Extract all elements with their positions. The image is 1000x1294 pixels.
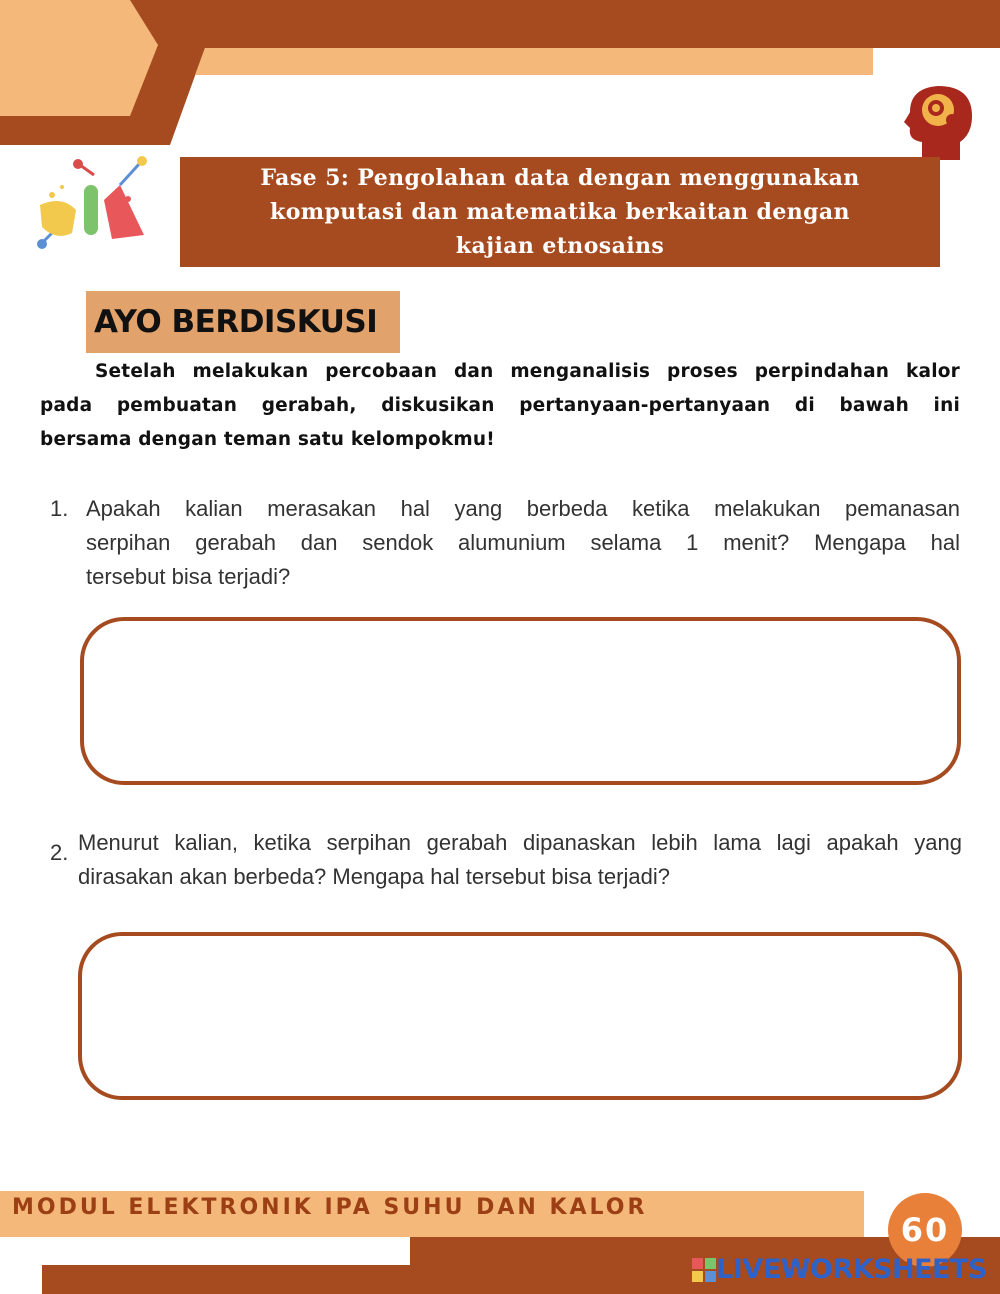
intro-paragraph: [40, 355, 960, 457]
intro-line-3: bersama dengan teman satu kelompokmu!: [40, 429, 495, 450]
question-2-number: 2.: [50, 840, 69, 865]
page-number: 60: [888, 1193, 962, 1267]
question-2-line-1: Menurut kalian, ketika serpihan gerabah dipanaskan lebih lama lagi apakah yang: [78, 830, 962, 855]
phase-title-line-3: kajian etnosains: [455, 233, 665, 259]
question-1-line-2: serpihan gerabah dan sendok alumunium selama 1 menit? Mengapa hal: [86, 530, 960, 555]
liveworksheets-grid-icon: [692, 1258, 716, 1282]
liveworksheets-logo: [692, 1254, 987, 1286]
question-1-line-1: Apakah kalian merasakan hal yang berbeda ketika melakukan pemanasan: [86, 496, 960, 521]
question-2: [50, 826, 962, 894]
header-decoration: [0, 0, 1000, 150]
answer-box-2[interactable]: [78, 932, 962, 1100]
footer-title: MODUL ELEKTRONIK IPA SUHU DAN KALOR: [12, 1195, 648, 1220]
intro-line-1: Setelah melakukan percobaan dan menganalisis proses perpindahan kalor: [95, 361, 960, 382]
brain-gear-icon: [902, 82, 976, 162]
phase-title-line-2: komputasi dan matematika berkaitan dengan: [270, 199, 850, 225]
phase-title-line-1: Fase 5: Pengolahan data dengan menggunakan: [260, 165, 860, 191]
question-1: [50, 492, 960, 594]
answer-box-1[interactable]: [80, 617, 961, 785]
liveworksheets-text: LIVEWORKSHEETS: [716, 1254, 987, 1285]
footer-band-dark-left: [42, 1265, 412, 1294]
question-1-number: 1.: [50, 496, 69, 521]
intro-line-2: pada pembuatan gerabah, diskusikan pertanyaan-pertanyaan di bawah ini: [40, 395, 960, 416]
question-2-line-2: dirasakan akan berbeda? Mengapa hal tersebut bisa terjadi?: [78, 864, 670, 889]
section-label: AYO BERDISKUSI: [86, 291, 400, 353]
question-1-line-3: tersebut bisa terjadi?: [86, 564, 291, 589]
phase-title-box: [180, 157, 940, 267]
chemistry-lab-icon: [32, 155, 152, 255]
